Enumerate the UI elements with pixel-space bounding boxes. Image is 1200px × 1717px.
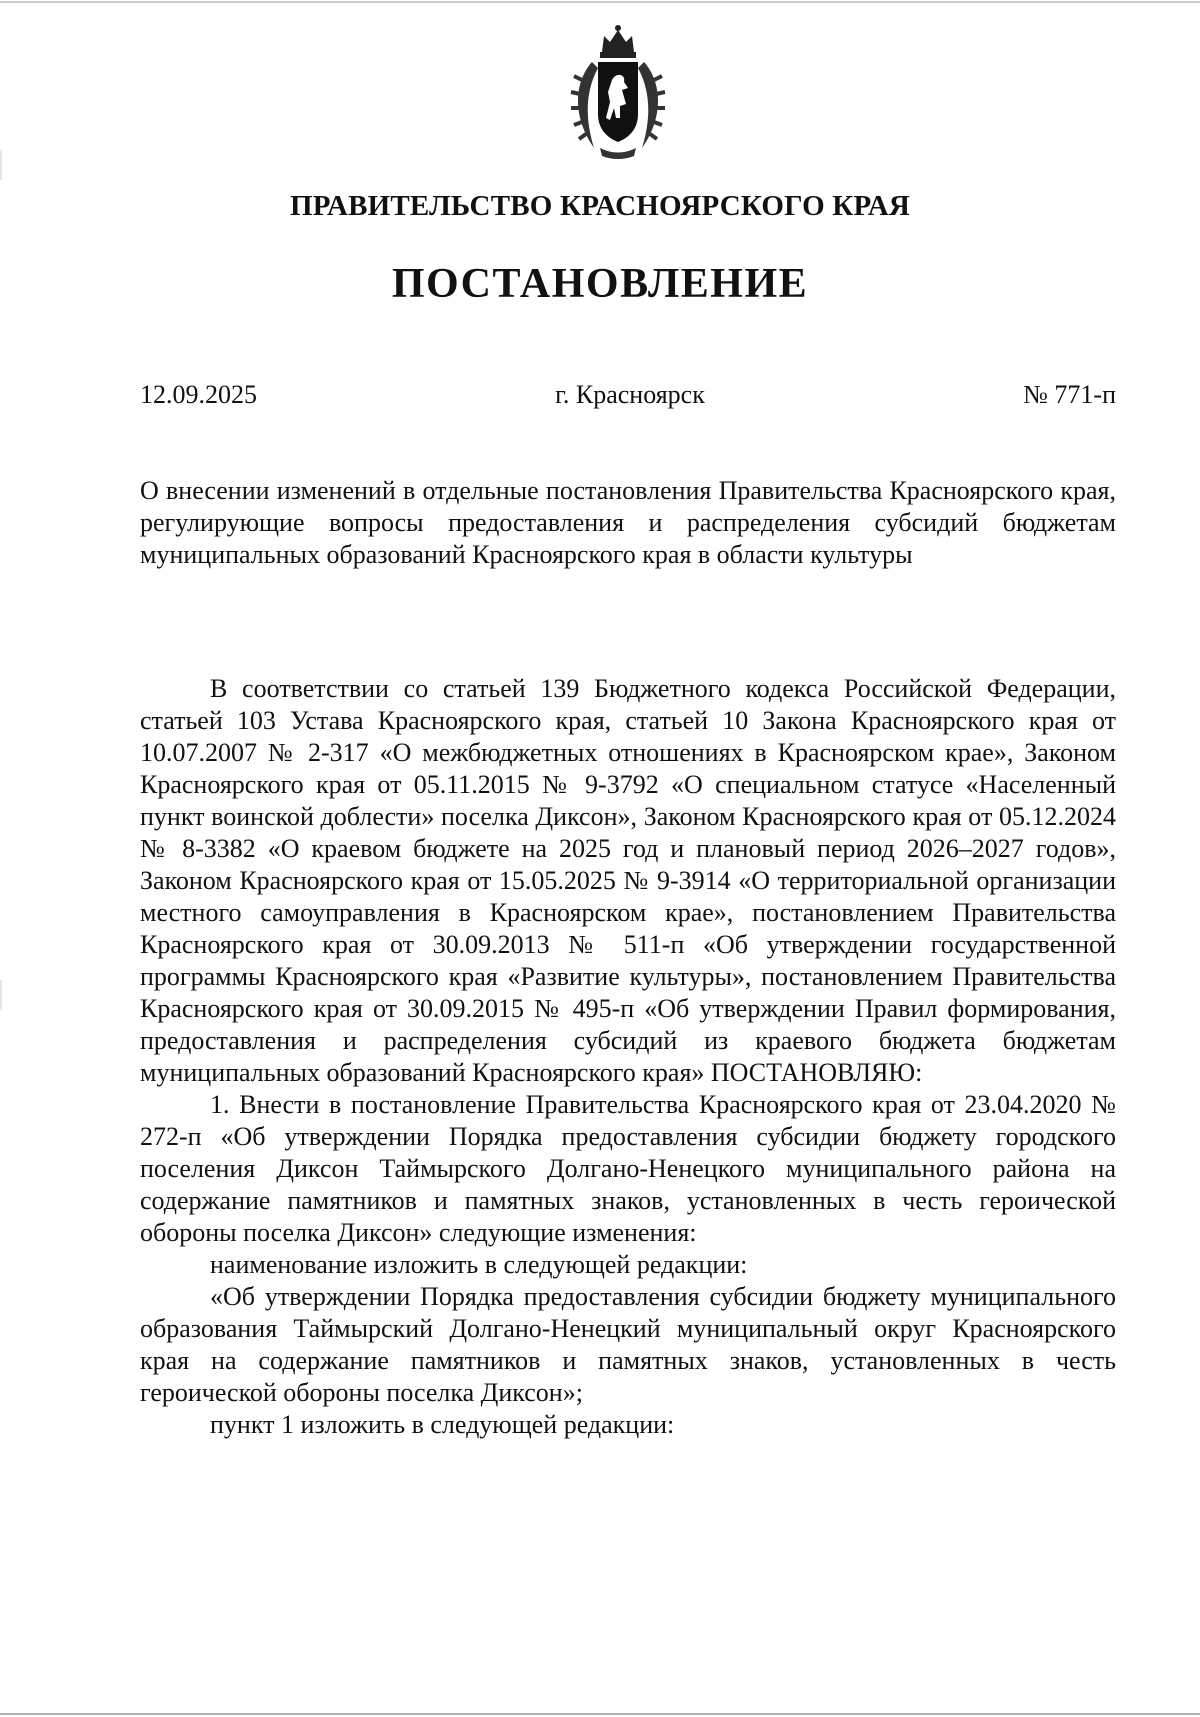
document-number: № 771-п <box>1023 380 1116 409</box>
paragraph-preamble: В соответствии со статьей 139 Бюджетного кодекса Российской Федерации, статьей 103 Устава Красноярского края, статьей 10 Закона Красноярского края от 10.07.2007 № 2-317 «О межбюджетных отношениях в Красноярском крае», Законом Красноярского края от 05.11.2015 № 9-3792 «О специальном статусе «Населенный пункт воинской доблести» поселка Диксон», Законом Красноярского края от 05.12.2024 № 8-3382 «О краевом бюджете на 2025 год и плановый период 2026–2027 годов», Законом Красноярского края от 15.05.2025 № 9-3914 «О территориальной организации местного самоуправления в Красноярском крае», постановлением Правительства Красноярского края от 30.09.2013 № 511-п «Об утверждении государственной программы Красноярского края «Развитие культуры», постановлением Правительства Красноярского края от 30.09.2015 № 495-п «Об утверждении Правил формирования, предоставления и распределения субсидий из краевого бюджета бюджетам муниципальных образований Красноярского края» ПОСТАНОВЛЯЮ: <box>140 674 1116 1087</box>
government-name: ПРАВИТЕЛЬСТВО КРАСНОЯРСКОГО КРАЯ <box>289 190 911 222</box>
paragraph-item-1: 1. Внести в постановление Правительства Красноярского края от 23.04.2020 № 272-п «Об утверждении Порядка предоставления субсидии бюджету городского поселения Диксон Таймырского Долгано-Ненецкого муниципального района на содержание памятников и памятных знаков, установленных в честь героической обороны поселка Диксон» следующие изменения: <box>140 1090 1116 1247</box>
paragraph-name-change: наименование изложить в следующей редакции: <box>210 1250 748 1279</box>
document-city: г. Красноярск <box>555 380 705 409</box>
document-title: О внесении изменений в отдельные постановления Правительства Красноярского края, регулирующие вопросы предоставления и распределения субсидий бюджетам муниципальных образований Красноярского края в области культуры <box>140 476 1116 569</box>
document-type: ПОСТАНОВЛЕНИЕ <box>391 261 809 307</box>
coat-of-arms-icon <box>564 22 672 160</box>
document-date: 12.09.2025 <box>140 380 257 409</box>
paragraph-point-1: пункт 1 изложить в следующей редакции: <box>210 1410 675 1439</box>
paragraph-new-title: «Об утверждении Порядка предоставления субсидии бюджету муниципального образования Таймырский Долгано-Ненецкий муниципальный округ Красноярского края на содержание памятников и памятных знаков, установленных в честь героической обороны поселка Диксон»; <box>140 1282 1116 1407</box>
document-body <box>140 673 1116 1441</box>
